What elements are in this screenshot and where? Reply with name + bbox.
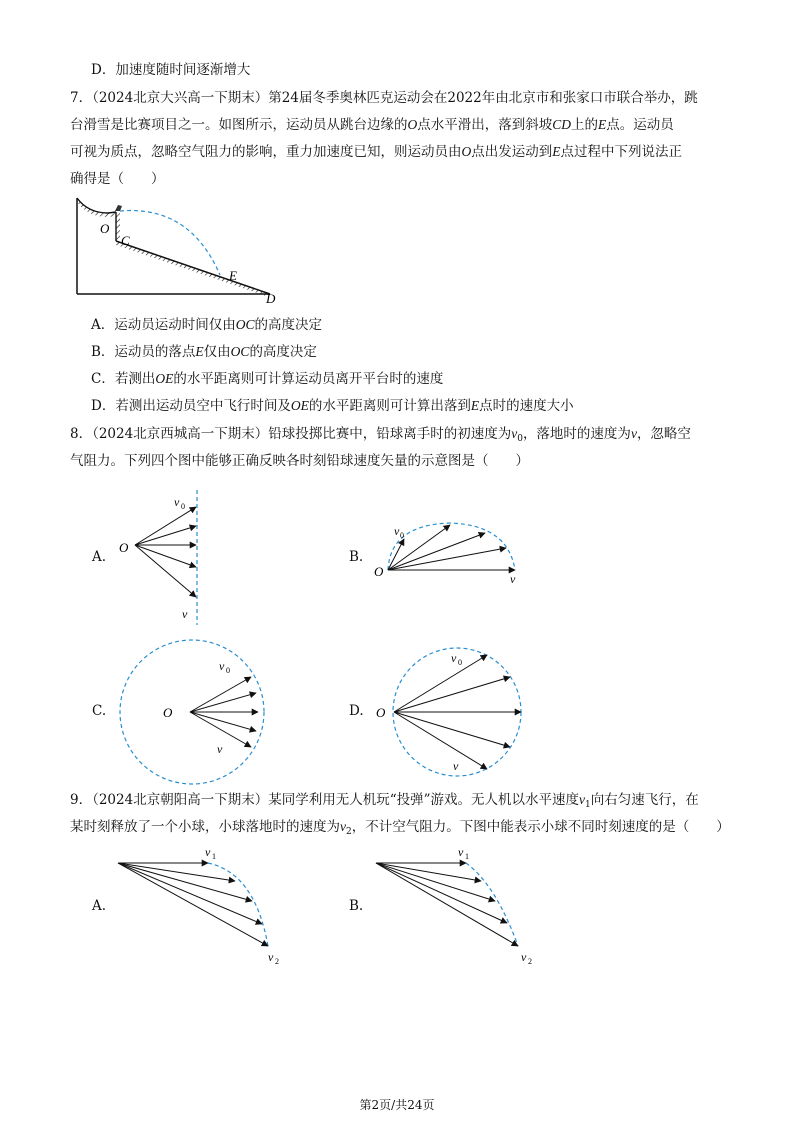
origin-O: O [119, 540, 129, 555]
label-v1: v [205, 845, 211, 859]
q8-choice-b-label: B. [349, 549, 364, 565]
label-v0-sub: 0 [458, 658, 462, 667]
q7-line4: 确得是（ ） [70, 171, 165, 187]
q8-figure-d [370, 635, 530, 790]
q6-option-d: D．加速度随时间逐渐增大 [91, 62, 251, 78]
q7-option-a: A．运动员运动时间仅由OC的高度决定 [91, 317, 323, 333]
label-C: C [121, 233, 130, 248]
q8-choice-c-label: C. [92, 703, 107, 719]
q9-line1: 9．（2024北京朝阳高一下期末）某同学利用无人机玩“投弹”游戏。无人机以水平速度$v_1$向右匀速飞行，在 [70, 792, 699, 810]
label-v1-sub: 1 [465, 852, 469, 861]
q9-choice-b-label: B. [349, 898, 364, 914]
q7-option-b: B．运动员的落点E仅由OC的高度决定 [91, 344, 317, 360]
label-v: v [510, 572, 516, 586]
q8-line2: 气阻力。下列四个图中能够正确反映各时刻铅球速度矢量的示意图是（ ） [70, 453, 529, 469]
q8-figure-c [110, 635, 270, 790]
ski-jump-diagram [70, 195, 290, 305]
q8-figure-b [370, 515, 530, 590]
q9-figure-a [110, 843, 285, 971]
label-D: D [266, 291, 276, 305]
label-v0-sub: 0 [181, 502, 185, 511]
label-v2: v [268, 950, 274, 964]
label-v0-sub: 0 [226, 666, 230, 675]
label-v2-sub: 2 [528, 957, 532, 966]
q9-choice-a-label: A. [92, 898, 107, 914]
origin-O: O [163, 705, 173, 720]
q8-figure-a [110, 485, 220, 630]
q9-figure-b [368, 843, 543, 971]
q7-line2: 台滑雪是比赛项目之一。如图所示，运动员从跳台边缘的O点水平滑出，落到斜坡CD上的E点。运动员 [70, 117, 674, 133]
label-v2-sub: 2 [275, 957, 279, 966]
label-v: v [453, 759, 459, 773]
q8-choice-d-label: D. [349, 703, 364, 719]
q7-line1: 7．（2024北京大兴高一下期末）第24届冬季奥林匹克运动会在2022年由北京市和张家口市联合举办，跳 [70, 90, 698, 106]
trajectory-curve [120, 211, 220, 275]
label-v0: v [219, 659, 225, 673]
label-v0: v [174, 495, 180, 509]
label-v0: v [451, 651, 457, 665]
q7-line3: 可视为质点，忽略空气阻力的影响，重力加速度已知，则运动员由O点出发运动到E点过程中下列说法正 [70, 144, 682, 160]
label-v2: v [521, 950, 527, 964]
q8-line1: 8．（2024北京西城高一下期末）铅球投掷比赛中，铅球离手时的初速度为$v_0$，落地时的速度为v，忽略空 [70, 426, 691, 444]
q8-choice-a-label: A. [92, 549, 107, 565]
label-v0: v [394, 524, 400, 538]
label-O: O [100, 221, 110, 236]
origin-O: O [374, 564, 384, 579]
label-v1-sub: 1 [212, 852, 216, 861]
label-E: E [229, 268, 237, 283]
label-v: v [217, 742, 223, 756]
label-v0-sub: 0 [400, 531, 404, 540]
origin-O: O [376, 705, 386, 720]
page-footer: 第2页/共24页 [359, 1098, 435, 1112]
q9-line2: 某时刻释放了一个小球，小球落地时的速度为$v_2$，不计空气阻力。下图中能表示小球不同时刻速度的是（ ） [70, 819, 730, 837]
label-v: v [182, 607, 188, 621]
label-v1: v [458, 845, 464, 859]
q7-option-d: D．若测出运动员空中飞行时间及OE的水平距离则可计算出落到E点时的速度大小 [91, 398, 574, 414]
q7-option-c: C．若测出OE的水平距离则可计算运动员离开平台时的速度 [91, 371, 444, 387]
